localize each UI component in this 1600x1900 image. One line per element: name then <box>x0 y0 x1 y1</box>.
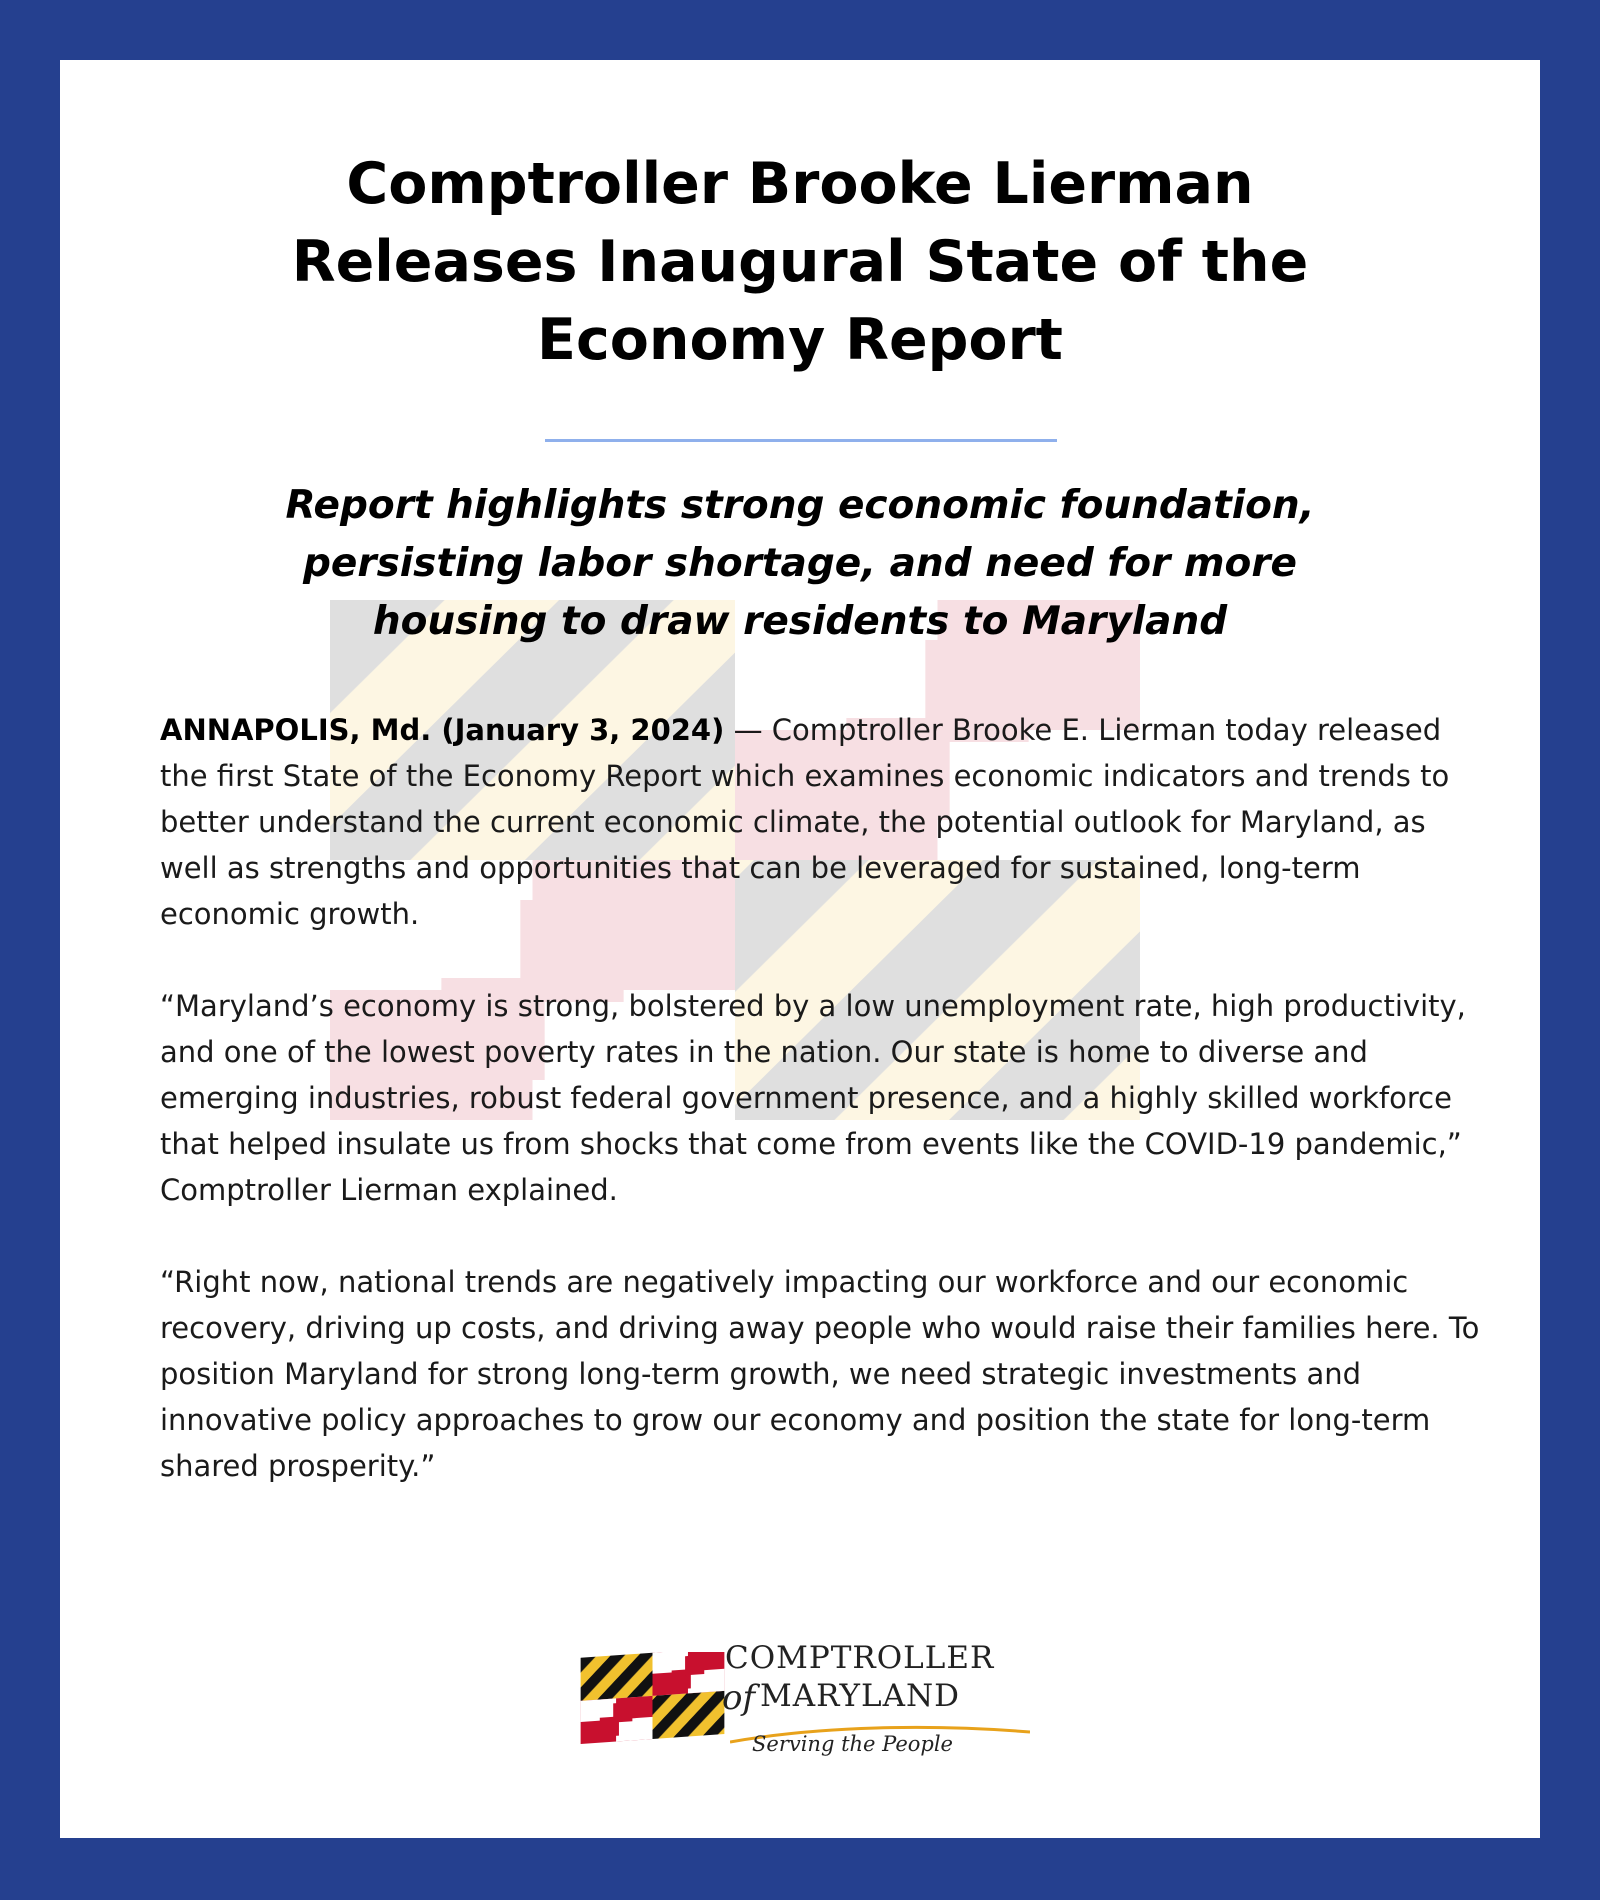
paragraph-quote-1: “Maryland’s economy is strong, bolstered by a low unemployment rate, high productivity, and one of the lowest poverty rates in the nation. Our state is home to diverse and emerging industries, robust federal government presence, and a highly skilled workforce that helped insulate us from shocks that come from events like the COVID-19 pandemic,” Comptroller Lierman explained. <box>160 989 1466 1207</box>
logo-flag <box>580 1652 725 1744</box>
press-release-card <box>60 60 1540 1838</box>
subheadline-line: Report highlights strong economic foundation, <box>285 483 1315 528</box>
logo-tagline: Serving the People <box>752 1732 953 1756</box>
paragraph-quote-2: “Right now, national trends are negatively impacting our workforce and our economic recovery, driving up costs, and driving away people who would raise their families here. To position Maryland for strong long-term growth, we need strategic investments and innovative policy approaches to grow our economy and position the state for long-term shared prosperity.” <box>160 1265 1480 1483</box>
headline-line: Releases Inaugural State of the <box>291 229 1309 295</box>
subheadline-line: persisting labor shortage, and need for more <box>302 541 1298 586</box>
article-body <box>160 707 1490 1535</box>
headline <box>160 145 1440 379</box>
logo-wordmark-line1: COMPTROLLER <box>725 1640 995 1676</box>
comptroller-logo <box>580 1640 1040 1770</box>
maryland-flag-icon <box>580 1652 725 1744</box>
subheadline <box>180 477 1420 651</box>
logo-wordmark-of: of <box>722 1678 756 1718</box>
paragraph-intro <box>160 707 1490 937</box>
logo-wordmark-line2: MARYLAND <box>760 1678 960 1714</box>
dateline: ANNAPOLIS, Md. (January 3, 2024) <box>160 713 725 747</box>
subheadline-line: housing to draw residents to Maryland <box>372 599 1228 644</box>
paragraph-intro-text: — Comptroller Brooke E. Lierman today released the first State of the Economy Report which examines economic indicators and trends to better understand the current economic climate, the potential outlook for Maryland, as well as strengths and opportunities that can be leveraged for sustained, long-term economic growth. <box>160 713 1450 931</box>
headline-line: Economy Report <box>537 307 1063 373</box>
headline-line: Comptroller Brooke Lierman <box>346 151 1254 217</box>
divider <box>545 439 1057 442</box>
